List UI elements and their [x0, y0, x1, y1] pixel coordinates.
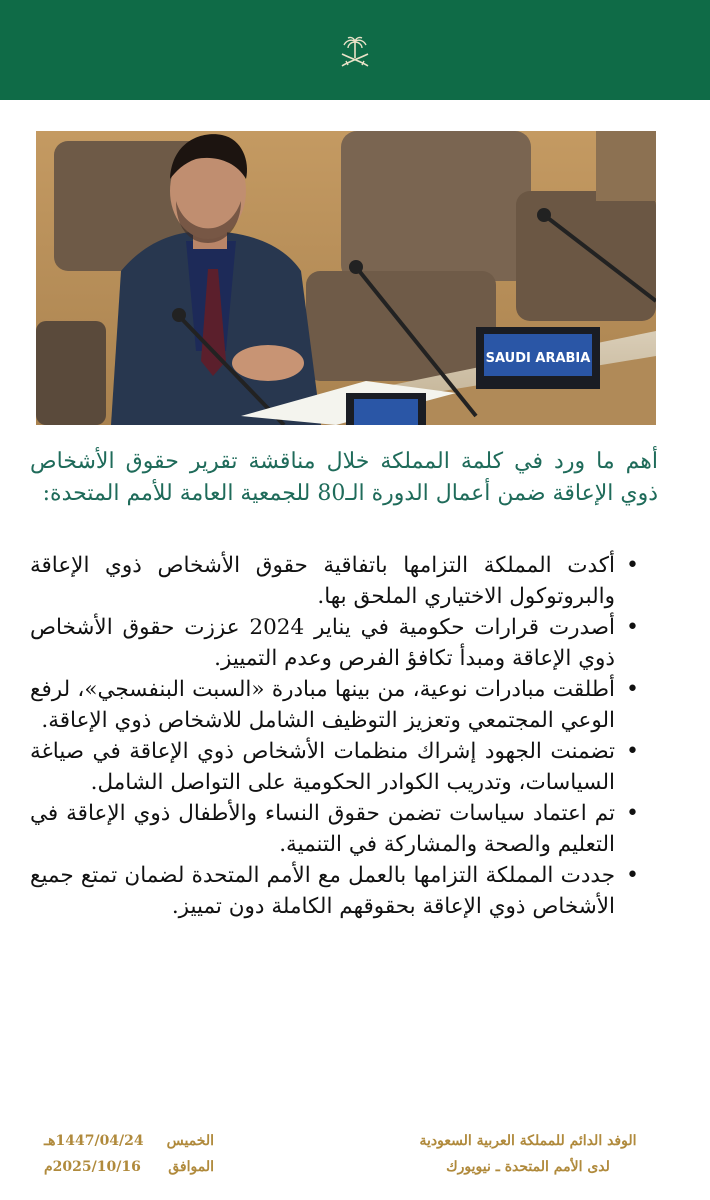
saudi-emblem-icon	[338, 36, 372, 72]
day-label: الخميس	[166, 1133, 214, 1149]
bullet-list	[30, 550, 645, 922]
intro-heading: أهم ما ورد في كلمة المملكة خلال مناقشة تقرير حقوق الأشخاص ذوي الإعاقة ضمن أعمال الدورة الـ80 للجمعية العامة للأمم المتحدة:	[30, 449, 658, 506]
org-line-1: الوفد الدائم للمملكة العربية السعودية	[419, 1133, 637, 1149]
organization-block	[398, 1128, 658, 1180]
header-bar	[0, 0, 710, 100]
date-block	[44, 1128, 214, 1180]
list-item: • جددت المملكة التزامها بالعمل مع الأمم المتحدة لضمان تمتع جميع الأشخاص ذوي الإعاقة بحقوقهم الكاملة دون تمييز.	[30, 860, 645, 922]
org-line-2: لدى الأمم المتحدة ـ نيويورك	[446, 1159, 610, 1175]
placard-label: SAUDI ARABIA	[485, 351, 591, 366]
list-item: • أطلقت مبادرات نوعية، من بينها مبادرة «السبت البنفسجي»، لرفع الوعي المجتمعي وتعزيز التوظيف الشامل للاشخاص ذوي الإعاقة.	[30, 674, 645, 736]
list-item: • أصدرت قرارات حكومية في يناير 2024 عززت حقوق الأشخاص ذوي الإعاقة ومبدأ تكافؤ الفرص وعدم التمييز.	[30, 612, 645, 674]
list-item: • أكدت المملكة التزامها باتفاقية حقوق الأشخاص ذوي الإعاقة والبروتوكول الاختياري الملحق بها.	[30, 550, 645, 612]
hijri-date: 1447/04/24هـ	[44, 1133, 144, 1149]
list-item: • تضمنت الجهود إشراك منظمات الأشخاص ذوي الإعاقة في صياغة السياسات، وتدريب الكوادر الحكومية على التواصل الشامل.	[30, 736, 645, 798]
corresponding-label: الموافق	[168, 1159, 214, 1175]
list-item: • تم اعتماد سياسات تضمن حقوق النساء والأطفال ذوي الإعاقة في التعليم والصحة والمشاركة في التنمية.	[30, 798, 645, 860]
gregorian-date: 2025/10/16م	[44, 1159, 141, 1175]
speaker-photo	[36, 131, 656, 425]
